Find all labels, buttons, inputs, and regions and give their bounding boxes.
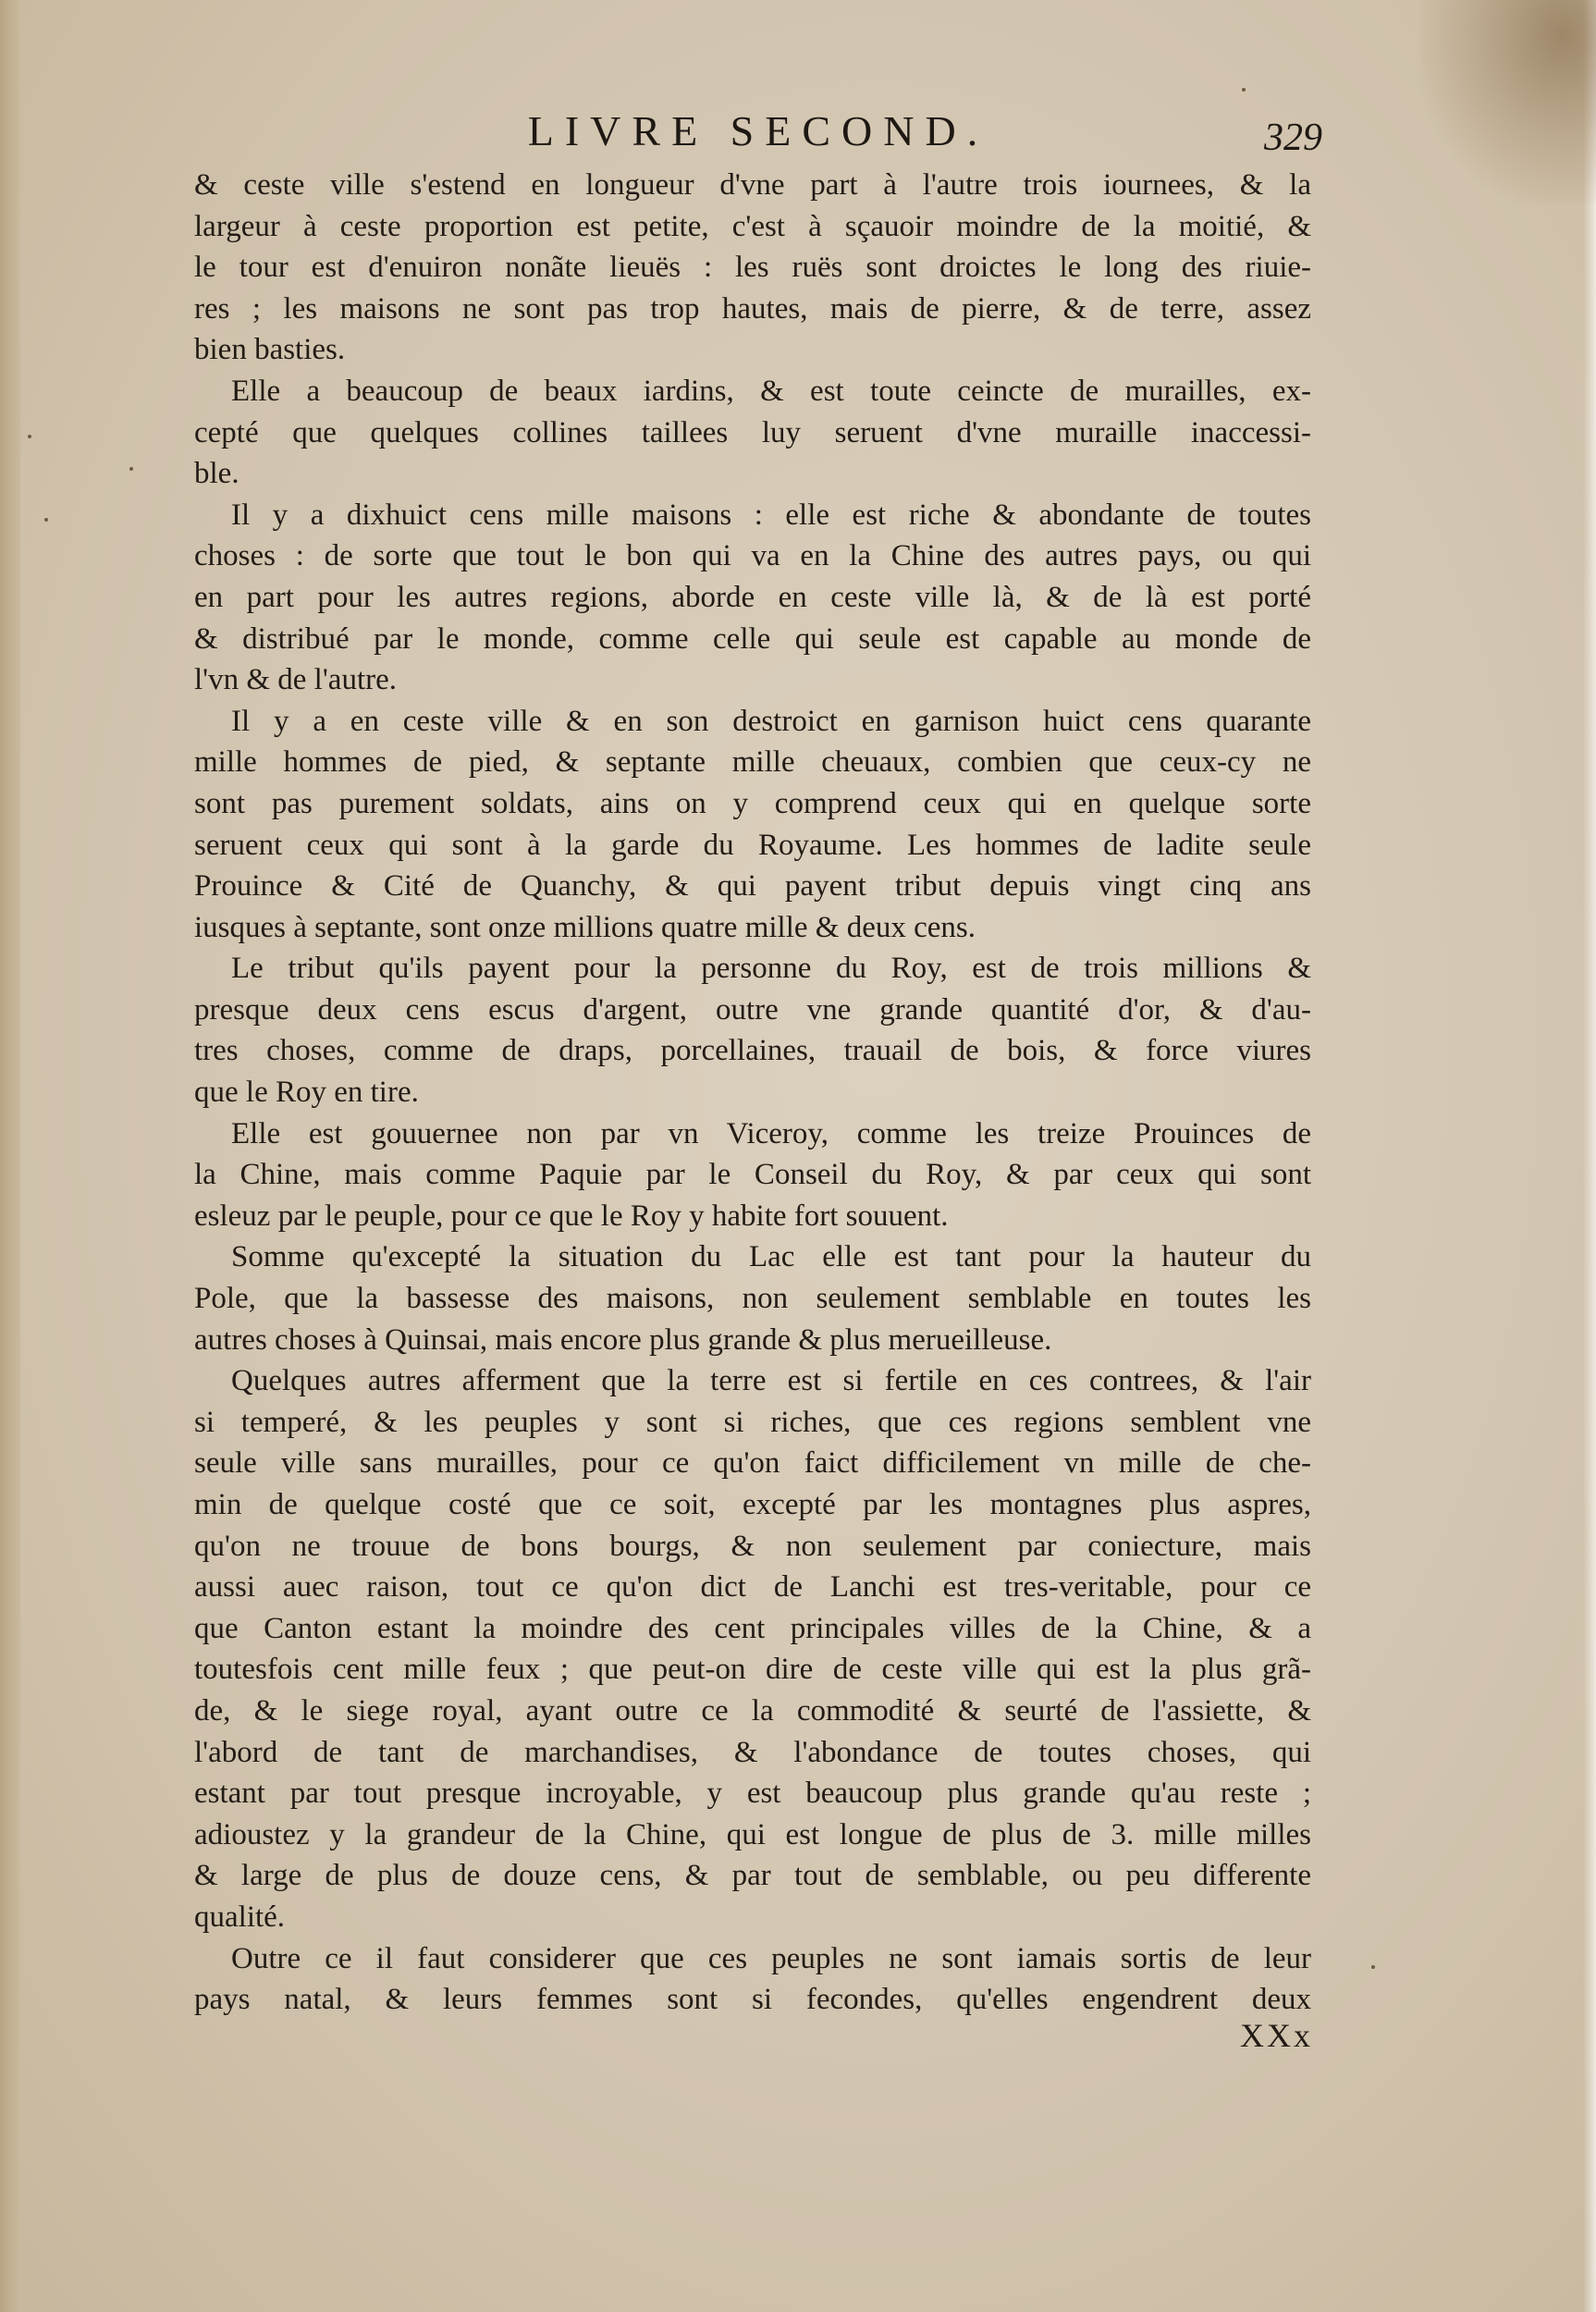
page-header — [194, 104, 1322, 159]
text-line: Somme qu'excepté la situation du Lac elle est tant pour la hauteur du — [231, 1240, 1311, 1274]
catchword: XXx — [1240, 2017, 1313, 2054]
text-line: seruent ceux qui sont à la garde du Royaume. Les hommes de ladite seule — [194, 828, 1311, 862]
text-line: qualité. — [194, 1900, 286, 1934]
text-line: Prouince & Cité de Quanchy, & qui payent tribut depuis vingt cinq ans — [194, 869, 1311, 904]
text-line: le tour est d'enuiron nonãte lieuës : les ruës sont droictes le long des riuie- — [194, 251, 1311, 285]
text-line: que le Roy en tire. — [194, 1076, 419, 1110]
text-line: presque deux cens escus d'argent, outre vne grande quantité d'or, & d'au- — [194, 992, 1311, 1027]
text-line: ble. — [194, 457, 239, 491]
page-number: 329 — [1264, 117, 1322, 159]
text-line: la Chine, mais comme Paquie par le Conseil du Roy, & par ceux qui sont — [194, 1158, 1311, 1192]
text-line: & large de plus de douze cens, & par tout de semblable, ou peu differente — [194, 1859, 1311, 1893]
text-line: qu'on ne trouue de bons bourgs, & non seulement par coniecture, mais — [194, 1529, 1311, 1563]
text-line: estant par tout presque incroyable, y est beaucoup plus grande qu'au reste ; — [194, 1777, 1311, 1811]
text-line: autres choses à Quinsai, mais encore plus grande & plus merueilleuse. — [194, 1322, 1052, 1357]
text-line: mille hommes de pied, & septante mille cheuaux, combien que ceux-cy ne — [194, 745, 1311, 780]
text-line: toutesfois cent mille feux ; que peut-on dire de ceste ville qui est la plus grã- — [194, 1653, 1311, 1687]
body-text — [194, 165, 1311, 2021]
page-edge-highlight — [1583, 0, 1596, 2312]
text-line: Elle est gouuernee non par vn Viceroy, comme les treize Prouinces de — [231, 1116, 1311, 1150]
text-line: iusques à septante, sont onze millions quatre mille & deux cens. — [194, 910, 976, 944]
text-line: l'vn & de l'autre. — [194, 663, 397, 697]
text-line: l'abord de tant de marchandises, & l'abondance de toutes choses, qui — [194, 1735, 1311, 1769]
text-line: adioustez y la grandeur de la Chine, qui est longue de plus de 3. mille milles — [194, 1817, 1311, 1851]
corner-stain — [1420, 0, 1596, 203]
running-head: LIVRE SECOND. — [527, 107, 989, 154]
text-line: de, & le siege royal, ayant outre ce la commodité & seurté de l'assiette, & — [194, 1693, 1311, 1728]
paper-speck — [44, 518, 48, 522]
text-line: Il y a dixhuict cens mille maisons : elle est riche & abondante de toutes — [231, 498, 1311, 532]
text-line: res ; les maisons ne sont pas trop hautes, mais de pierre, & de terre, assez — [194, 291, 1311, 326]
text-line: choses : de sorte que tout le bon qui va en la Chine des autres pays, ou qui — [194, 539, 1311, 573]
text-line: largeur à ceste proportion est petite, c'est à sçauoir moindre de la moitié, & — [194, 209, 1311, 243]
text-line: tres choses, comme de draps, porcellaines, trauail de bois, & force viures — [194, 1034, 1311, 1068]
paper-speck — [129, 467, 133, 471]
text-line: cepté que quelques collines taillees luy seruent d'vne muraille inaccessi- — [194, 415, 1311, 449]
paper-speck — [1371, 1965, 1375, 1969]
text-line: Pole, que la bassesse des maisons, non seulement semblable en toutes les — [194, 1282, 1311, 1316]
page-edge-shadow — [0, 0, 20, 2312]
text-line: Il y a en ceste ville & en son destroict en garnison huict cens quarante — [231, 704, 1311, 738]
paper-speck — [1242, 88, 1246, 92]
paper-speck — [28, 435, 31, 438]
text-line: seule ville sans murailles, pour ce qu'on faict difficilement vn mille de che- — [194, 1446, 1311, 1481]
text-line: pays natal, & leurs femmes sont si fecondes, qu'elles engendrent deux — [194, 1983, 1311, 2017]
text-line: Elle a beaucoup de beaux iardins, & est toute ceincte de murailles, ex- — [231, 374, 1311, 408]
text-line: Quelques autres afferment que la terre est si fertile en ces contrees, & l'air — [231, 1364, 1311, 1398]
text-line: bien basties. — [194, 333, 346, 367]
text-line: si temperé, & les peuples y sont si riches, que ces regions semblent vne — [194, 1405, 1311, 1439]
text-line: & ceste ville s'estend en longueur d'vne part à l'autre trois iournees, & la — [194, 168, 1311, 202]
text-line: min de quelque costé que ce soit, excepté par les montagnes plus aspres, — [194, 1488, 1311, 1521]
text-line: aussi auec raison, tout ce qu'on dict de Lanchi est tres-veritable, pour ce — [194, 1570, 1311, 1605]
text-line: en part pour les autres regions, aborde en ceste ville là, & de là est porté — [194, 580, 1311, 614]
text-line: esleuz par le peuple, pour ce que le Roy y habite fort souuent. — [194, 1199, 949, 1233]
text-line: que Canton estant la moindre des cent principales villes de la Chine, & a — [194, 1611, 1311, 1645]
text-line: & distribué par le monde, comme celle qui seule est capable au monde de — [194, 621, 1311, 656]
text-line: sont pas purement soldats, ains on y comprend ceux qui en quelque sorte — [194, 786, 1311, 820]
text-line: Le tribut qu'ils payent pour la personne du Roy, est de trois millions & — [231, 952, 1311, 986]
text-line: Outre ce il faut considerer que ces peuples ne sont iamais sortis de leur — [231, 1941, 1311, 1975]
